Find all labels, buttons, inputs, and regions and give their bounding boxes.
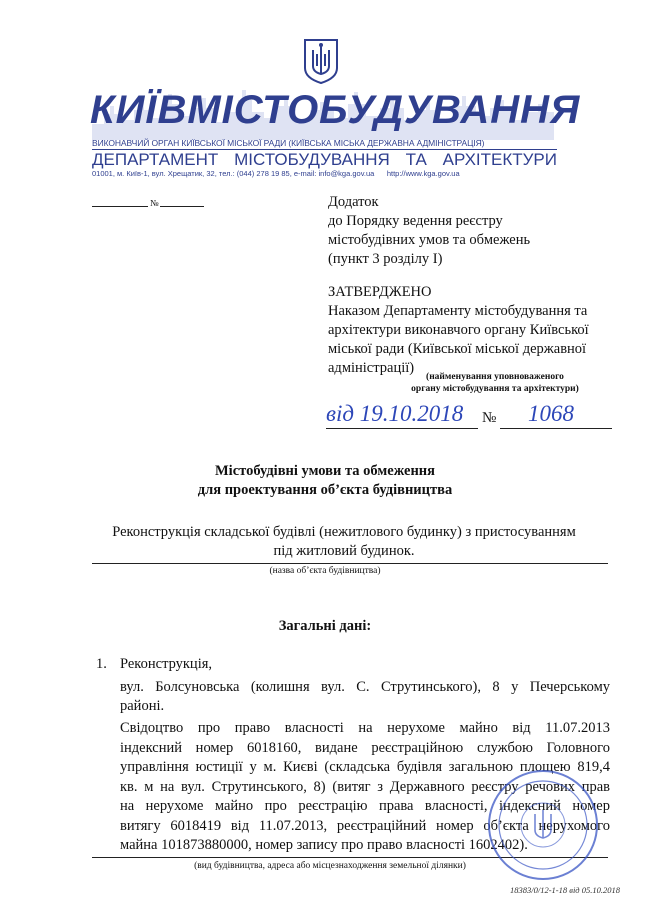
- approval-title: ЗАТВЕРДЖЕНО: [328, 284, 432, 300]
- approval-note-line: органу містобудування та архітектури): [411, 384, 579, 394]
- ref-number-label: №: [150, 198, 159, 208]
- document-title-line: для проектування об’єкта будівництва: [197, 482, 453, 498]
- item-number: 1.: [96, 656, 107, 672]
- official-stamp: [486, 768, 600, 882]
- approval-note-line: (найменування уповноваженого: [426, 372, 564, 382]
- addendum-block: [328, 193, 628, 269]
- item-caption: (вид будівництва, адреса або місцезнаходження земельної ділянки): [194, 861, 466, 871]
- object-name-line: під житловий будинок.: [273, 543, 415, 559]
- department-name: ДЕПАРТАМЕНТ МІСТОБУДУВАННЯ ТА АРХІТЕКТУРИ: [92, 150, 557, 169]
- paragraph-line: витягу 6018419 від 11.07.2013, реєстраційний номер об’єкта нерухомого: [120, 817, 610, 834]
- approval-number-label: №: [482, 410, 497, 426]
- addendum-line: до Порядку ведення реєстру: [328, 213, 503, 229]
- approval-number: 1068: [528, 401, 574, 426]
- paragraph-line: Свідоцтво про право власності на нерухоме майно від 11.07.2013: [120, 720, 610, 736]
- paragraph-line: індексний номер 6018160, видане реєстраційною службою Головного: [120, 739, 610, 756]
- paragraph-line: управління юстиції у м. Києві (складська будівля загальною площею 819,4: [120, 759, 610, 775]
- addendum-line: (пункт 3 розділу І): [328, 251, 443, 267]
- addendum-line: Додаток: [328, 194, 379, 210]
- org-title: КИЇВМІСТОБУДУВАННЯ: [90, 88, 581, 132]
- object-underline: [92, 563, 608, 564]
- ref-number-field: [92, 198, 204, 210]
- item-address: [120, 678, 610, 716]
- paragraph-line: майна 101873880000, номер запису про право власності 1602402).: [120, 837, 528, 853]
- approval-date: від 19.10.2018: [326, 401, 464, 426]
- paragraph-line: кв. м на вул. Струтинського, 8) (витяг з Державного реєстру речових прав: [120, 778, 610, 795]
- approval-line: адміністрації): [328, 360, 415, 376]
- number-underline: [500, 428, 612, 429]
- paragraph-line: на нерухоме майно про реєстрацію права власності, індексний номер: [120, 798, 610, 814]
- executive-body-line: ВИКОНАВЧИЙ ОРГАН КИЇВСЬКОЇ МІСЬКОЇ РАДИ (КИЇВСЬКА МІСЬКА ДЕРЖАВНА АДМІНІСТРАЦІЯ): [92, 138, 485, 148]
- object-caption: (назва об’єкта будівництва): [269, 566, 381, 576]
- general-data-heading: Загальні дані:: [278, 618, 372, 634]
- object-name-line: Реконструкція складської будівлі (нежитлового будинку) з пристосуванням: [112, 524, 576, 540]
- object-name: [80, 523, 608, 561]
- addendum-line: містобудівних умов та обмежень: [328, 232, 531, 248]
- document-title: [0, 462, 650, 500]
- approval-block: [328, 283, 628, 378]
- footer-registration-code: 18383/0/12-1-18 від 05.10.2018: [510, 885, 620, 895]
- approval-note: [380, 371, 610, 395]
- approval-line: архітектури виконавчого органу Київської: [328, 322, 589, 338]
- coat-of-arms-icon: [303, 38, 339, 84]
- item-title: Реконструкція,: [120, 656, 213, 672]
- contact-line: 01001, м. Київ-1, вул. Хрещатик, 32, тел.: (044) 278 19 85, e-mail: info@kga.gov.ua http://www.kga.gov.ua: [92, 169, 460, 178]
- address-line: вул. Болсуновська (колишня вул. С. Струтинського), 8 у Печерському: [120, 679, 610, 695]
- date-underline: [326, 428, 478, 429]
- document-title-line: Містобудівні умови та обмеження: [214, 463, 436, 479]
- approval-line: міської ради (Київської міської державної: [328, 341, 587, 357]
- approval-line: Наказом Департаменту містобудування та: [328, 303, 588, 319]
- address-line: районі.: [120, 698, 165, 714]
